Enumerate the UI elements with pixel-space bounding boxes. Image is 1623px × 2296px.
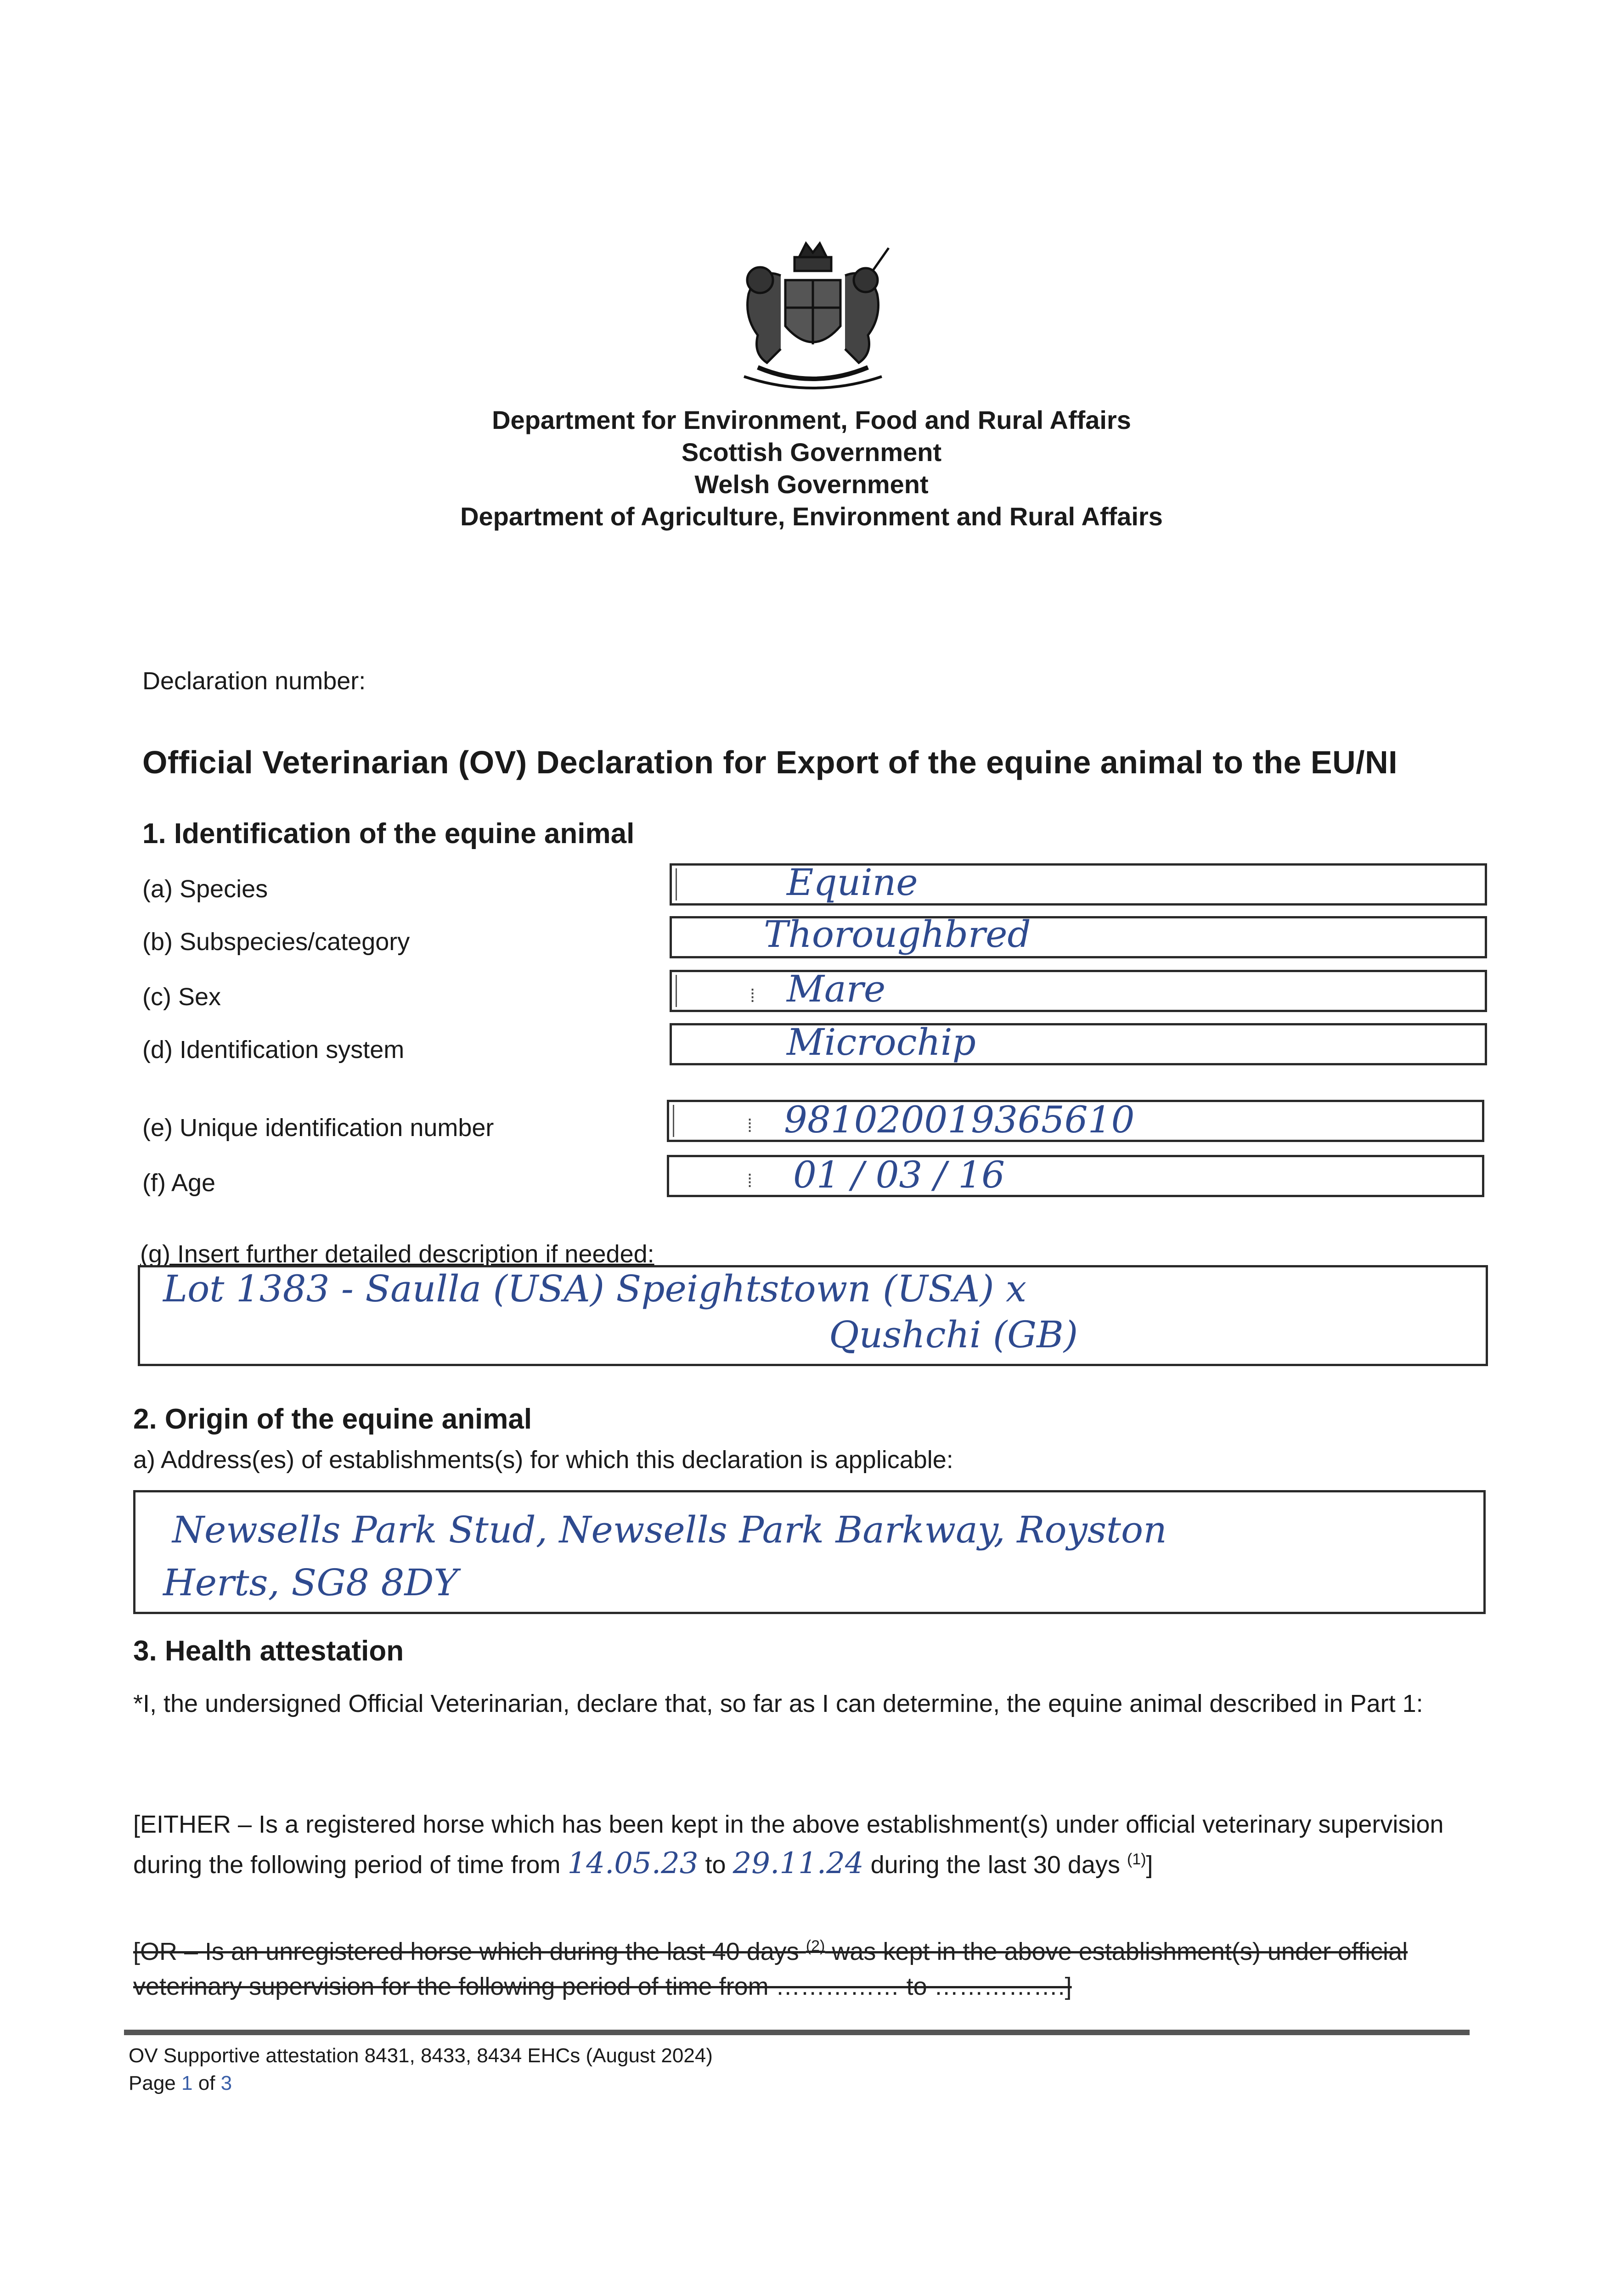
sex-field[interactable]: ⁞ Mare <box>670 970 1487 1012</box>
species-label: (a) Species <box>142 875 268 903</box>
either-clause: [EITHER – Is a registered horse which has been kept in the above establishment(s) under official veterinary supervision during the following period of time from 14.05.23 to 29.11.24 during the last 30 days $^{(1)}$] <box>133 1811 1444 1880</box>
unique-id-field[interactable]: ⁞ 981020019365610 <box>667 1100 1484 1142</box>
identification-system-field[interactable]: Microchip <box>670 1023 1487 1065</box>
age-label: (f) Age <box>142 1169 216 1197</box>
page-title: Official Veterinarian (OV) Declaration for Export of the equine animal to the EU/NI <box>142 744 1398 780</box>
footer-reference: OV Supportive attestation 8431, 8433, 8434 EHCs (August 2024) <box>129 2044 713 2067</box>
department-defra: Department for Environment, Food and Rural Affairs <box>492 405 1131 434</box>
age-field[interactable]: ⁞ 01 / 03 / 16 <box>667 1155 1484 1197</box>
period-from-date[interactable]: 14.05.23 <box>567 1846 699 1880</box>
sex-label: (c) Sex <box>142 983 221 1011</box>
identification-system-label: (d) Identification system <box>142 1036 405 1064</box>
royal-coat-of-arms-logo <box>716 239 909 400</box>
declaration-number-label: Declaration number: <box>142 667 366 695</box>
further-description-box[interactable]: Lot 1383 - Saulla (USA) Speightstown (USA) x Qushchi (GB) <box>138 1265 1488 1366</box>
establishment-address-box[interactable]: Newsells Park Stud, Newsells Park Barkway, Royston Herts, SG8 8DY <box>133 1490 1486 1614</box>
section-3-heading: 3. Health attestation <box>133 1635 404 1667</box>
further-description-label: (g) Insert further detailed description if needed: <box>140 1240 654 1268</box>
section-2-heading: 2. Origin of the equine animal <box>133 1403 532 1435</box>
footer-divider <box>124 2030 1470 2035</box>
department-welsh-government: Welsh Government <box>694 470 929 499</box>
or-clause-struck-out: [OR – Is an unregistered horse which during the last 40 days $^{(2)}$ was kept in the above establishment(s) under official veterinary supervision for the following period of time from …………… to …………….] <box>133 1937 1408 2000</box>
subspecies-field[interactable]: Thoroughbred <box>670 916 1487 958</box>
section-2-subheading: a) Address(es) of establishments(s) for which this declaration is applicable: <box>133 1446 953 1474</box>
department-scottish-government: Scottish Government <box>681 438 942 467</box>
unique-id-label: (e) Unique identification number <box>142 1114 494 1142</box>
department-daera: Department of Agriculture, Environment and Rural Affairs <box>460 502 1163 531</box>
species-field[interactable]: Equine <box>670 863 1487 906</box>
page-number: Page 1 of 3 <box>129 2072 232 2094</box>
section-1-heading: 1. Identification of the equine animal <box>142 818 635 850</box>
health-attestation-intro: *I, the undersigned Official Veterinarian, declare that, so far as I can determine, the equine animal described in Part 1: <box>133 1690 1423 1717</box>
issuing-departments <box>0 404 1623 533</box>
period-to-date[interactable]: 29.11.24 <box>733 1846 864 1880</box>
subspecies-label: (b) Subspecies/category <box>142 928 410 956</box>
